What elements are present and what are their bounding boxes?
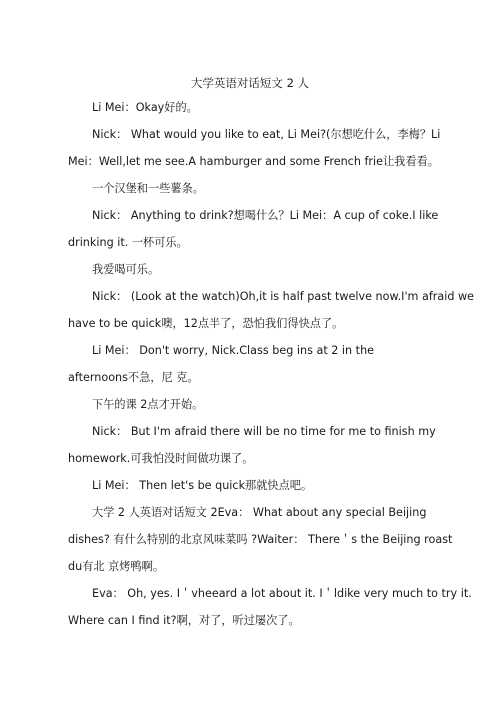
text-line: Li Mei： Don't worry, Nick.Class beg ins at 2 in the xyxy=(92,344,375,357)
text-line: Nick： (Look at the watch)Oh,it is half past twelve now.I'm afraid we xyxy=(92,290,475,303)
text-line: 下午的课 2点才开始。 xyxy=(92,398,204,411)
document-title: 大学英语对话短文 2 人 xyxy=(190,76,310,90)
text-line: afternoons不急，尼 克。 xyxy=(68,371,199,384)
text-line: Nick： Anything to drink?想喝什么？Li Mei：A cup of coke.I like xyxy=(92,209,439,222)
text-line: 一个汉堡和一些薯条。 xyxy=(92,182,204,195)
text-line: have to be quick噢，12点半了，恐怕我们得快点了。 xyxy=(68,317,344,330)
text-line: dishes? 有什么特别的北京风味菜吗 ?Waiter： There＇s the Beijing roast xyxy=(68,533,453,546)
text-line: Where can I find it?啊，对了，听过屡次了。 xyxy=(68,614,300,627)
text-line: Eva： Oh, yes. I＇vheeard a lot about it. I＇ldike very much to try it. xyxy=(92,587,472,600)
text-line: drinking it. 一杯可乐。 xyxy=(68,236,188,249)
text-line: Li Mei：Okay好的。 xyxy=(92,101,198,114)
text-line: Li Mei： Then let's be quick那就快点吧。 xyxy=(92,479,313,492)
text-line: 大学 2 人英语对话短文 2Eva： What about any special Beijing xyxy=(92,506,427,519)
text-line: Mei：Well,let me see.A hamburger and some French frie让我看看。 xyxy=(68,155,439,168)
text-line: homework.可我怕没时间做功课了。 xyxy=(68,452,254,465)
text-line: Nick： What would you like to eat, Li Mei?(尔想吃什么，李梅？Li xyxy=(92,128,441,141)
text-line: Nick： But I'm afraid there will be no time for me to finish my xyxy=(92,425,436,438)
paragraph-block-1 xyxy=(68,94,475,634)
text-line: du有北 京烤鸭啊。 xyxy=(68,560,165,573)
text-line: 我爱喝可乐。 xyxy=(92,263,160,276)
